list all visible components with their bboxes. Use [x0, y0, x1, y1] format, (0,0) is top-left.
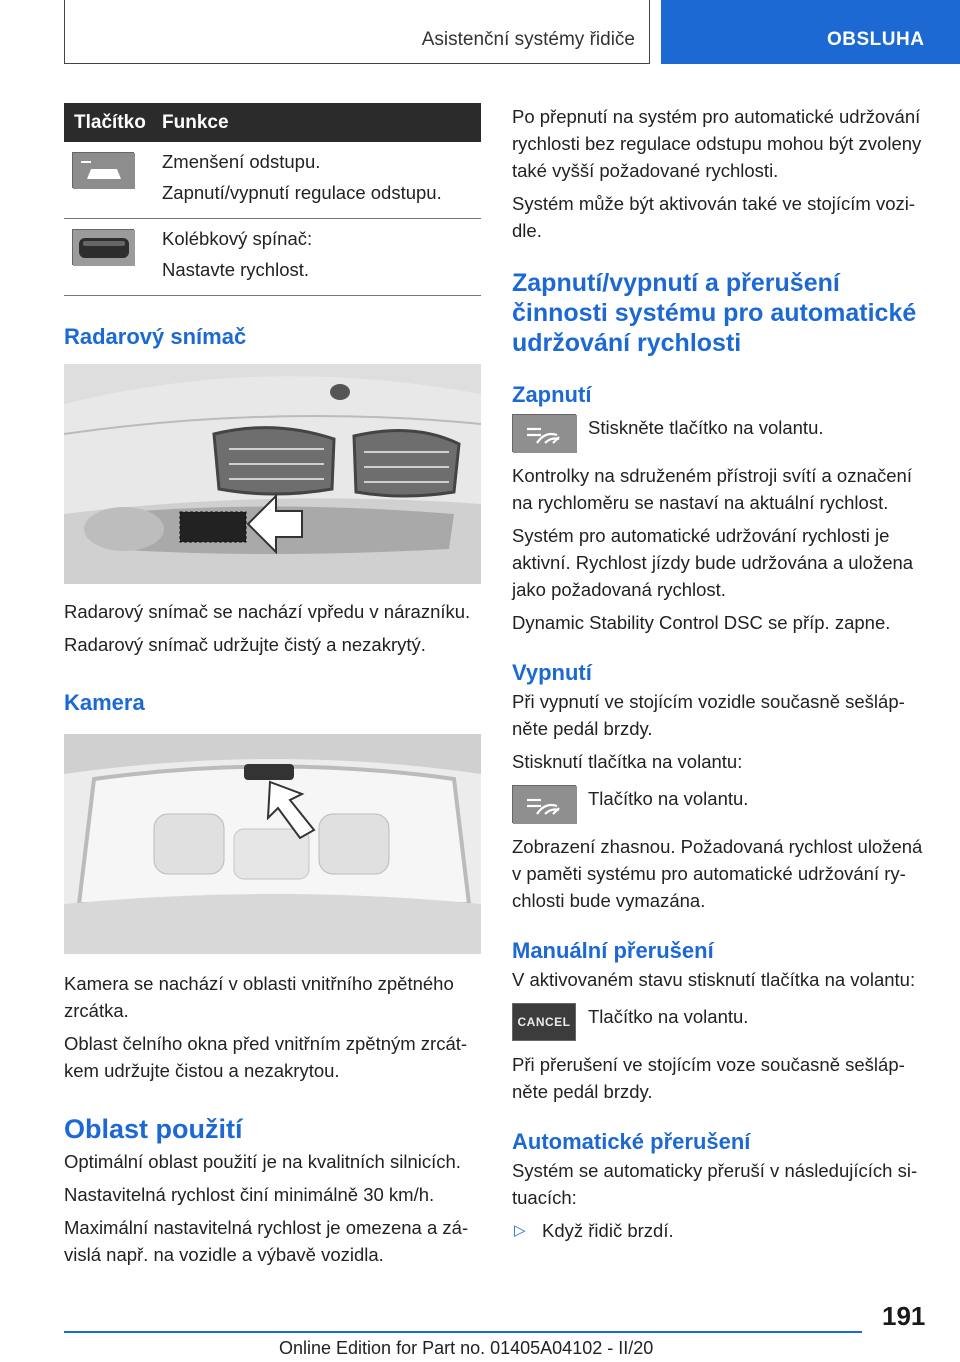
- list-item-text: Když řidič brzdí.: [542, 1220, 674, 1241]
- cancel-button-icon: [512, 1003, 576, 1041]
- table-cell-text: Kolébkový spínač:: [162, 228, 313, 249]
- off-text-3: Zobrazení zhasnou. Požadovaná rychlost uložená v paměti systému pro automatické udržování rychlosti bude vymazána.: [512, 836, 923, 911]
- radar-text-1: Radarový snímač se nachází vpředu v nárazníku.: [64, 601, 471, 622]
- manual-text-2: Při přerušení ve stojícím voze současně sešlápněte pedál brzdy.: [512, 1054, 905, 1102]
- on-heading: Zapnutí: [512, 382, 592, 407]
- scope-heading: Oblast použití: [64, 1114, 243, 1144]
- table-cell-text: Nastavte rychlost.: [162, 259, 310, 280]
- list-item: [512, 1217, 929, 1244]
- camera-location-image: [64, 734, 481, 954]
- scope-text-2: Nastavitelná rychlost činí minimálně 30 km/h.: [64, 1184, 435, 1205]
- main-heading: Zapnutí/vypnutí a přerušení činnosti systému pro automatické udržování rychlosti: [512, 269, 917, 357]
- scope-text-3: Maximální nastavitelná rychlost je omezena a závislá např. na vozidle a výbavě vozidla.: [64, 1217, 469, 1265]
- footer-divider: [64, 1331, 862, 1333]
- on-text-1: Kontrolky na sdruženém přístroji svítí a označení na rychloměru se nastaví na aktuální rychlost.: [512, 465, 912, 513]
- table-cell-text: Zmenšení odstupu.: [162, 151, 321, 172]
- manual-text-1: V aktivovaném stavu stisknutí tlačítka na volantu:: [512, 969, 916, 990]
- edition-text: Online Edition for Part no. 01405A04102 - II/20: [279, 1338, 654, 1358]
- camera-text-1: Kamera se nachází v oblasti vnitřního zpětného zrcátka.: [64, 973, 454, 1021]
- distance-button-icon: [72, 152, 134, 188]
- intro-text-1: Po přepnutí na systém pro automatické udržování rychlosti bez regulace odstupu mohou být zvoleny také vyšší požadované rychlosti.: [512, 106, 922, 181]
- off-text-2: Stisknutí tlačítka na volantu:: [512, 751, 743, 772]
- scope-text-1: Optimální oblast použití je na kvalitních silnicích.: [64, 1151, 461, 1172]
- off-text-1: Při vypnutí ve stojícím vozidle současně sešlápněte pedál brzdy.: [512, 691, 905, 739]
- chapter-title: Asistenční systémy řidiče: [421, 29, 635, 50]
- off-button-text: Tlačítko na volantu.: [588, 788, 749, 809]
- cruise-control-button-icon: [512, 414, 576, 452]
- auto-text-1: Systém se automaticky přeruší v následujících situacích:: [512, 1160, 918, 1208]
- table-header-button: Tlačítko: [74, 111, 146, 133]
- on-button-text: Stiskněte tlačítko na volantu.: [588, 417, 824, 438]
- intro-text-2: Systém může být aktivován také ve stojícím vozidle.: [512, 193, 916, 241]
- radar-sensor-image: [64, 364, 481, 584]
- cancel-label: CANCEL: [517, 1015, 571, 1029]
- left-column: [64, 103, 481, 1268]
- radar-heading: Radarový snímač: [64, 324, 247, 349]
- table-row: [64, 219, 481, 296]
- manual-heading: Manuální přerušení: [512, 938, 714, 963]
- off-heading: Vypnutí: [512, 660, 592, 685]
- camera-heading: Kamera: [64, 690, 145, 715]
- cruise-control-button-icon: [512, 785, 576, 823]
- auto-heading: Automatické přerušení: [512, 1129, 751, 1154]
- manual-button-text: Tlačítko na volantu.: [588, 1006, 749, 1027]
- triangle-bullet-icon: ▷: [514, 1222, 526, 1239]
- camera-text-2: Oblast čelního okna před vnitřním zpětným zrcátkem udržujte čistou a nezakrytou.: [64, 1033, 468, 1081]
- table-header-function: Funkce: [162, 111, 229, 133]
- table-cell-text: Zapnutí/vypnutí regulace odstupu.: [162, 182, 442, 203]
- table-row: [64, 142, 481, 219]
- page-number: 191: [882, 1301, 926, 1331]
- header-chapter-box: [64, 0, 650, 64]
- section-label: OBSLUHA: [827, 29, 925, 50]
- on-text-2: Systém pro automatické udržování rychlosti je aktivní. Rychlost jízdy bude udržována a uložena jako požadovaná rychlost.: [512, 525, 914, 600]
- on-text-3: Dynamic Stability Control DSC se příp. zapne.: [512, 612, 891, 633]
- button-function-table: [64, 103, 481, 296]
- rocker-switch-icon: [72, 229, 134, 265]
- radar-text-2: Radarový snímač udržujte čistý a nezakrytý.: [64, 634, 426, 655]
- header-section-tab: [661, 0, 960, 64]
- table-header: [64, 103, 481, 142]
- right-column: [512, 103, 929, 1244]
